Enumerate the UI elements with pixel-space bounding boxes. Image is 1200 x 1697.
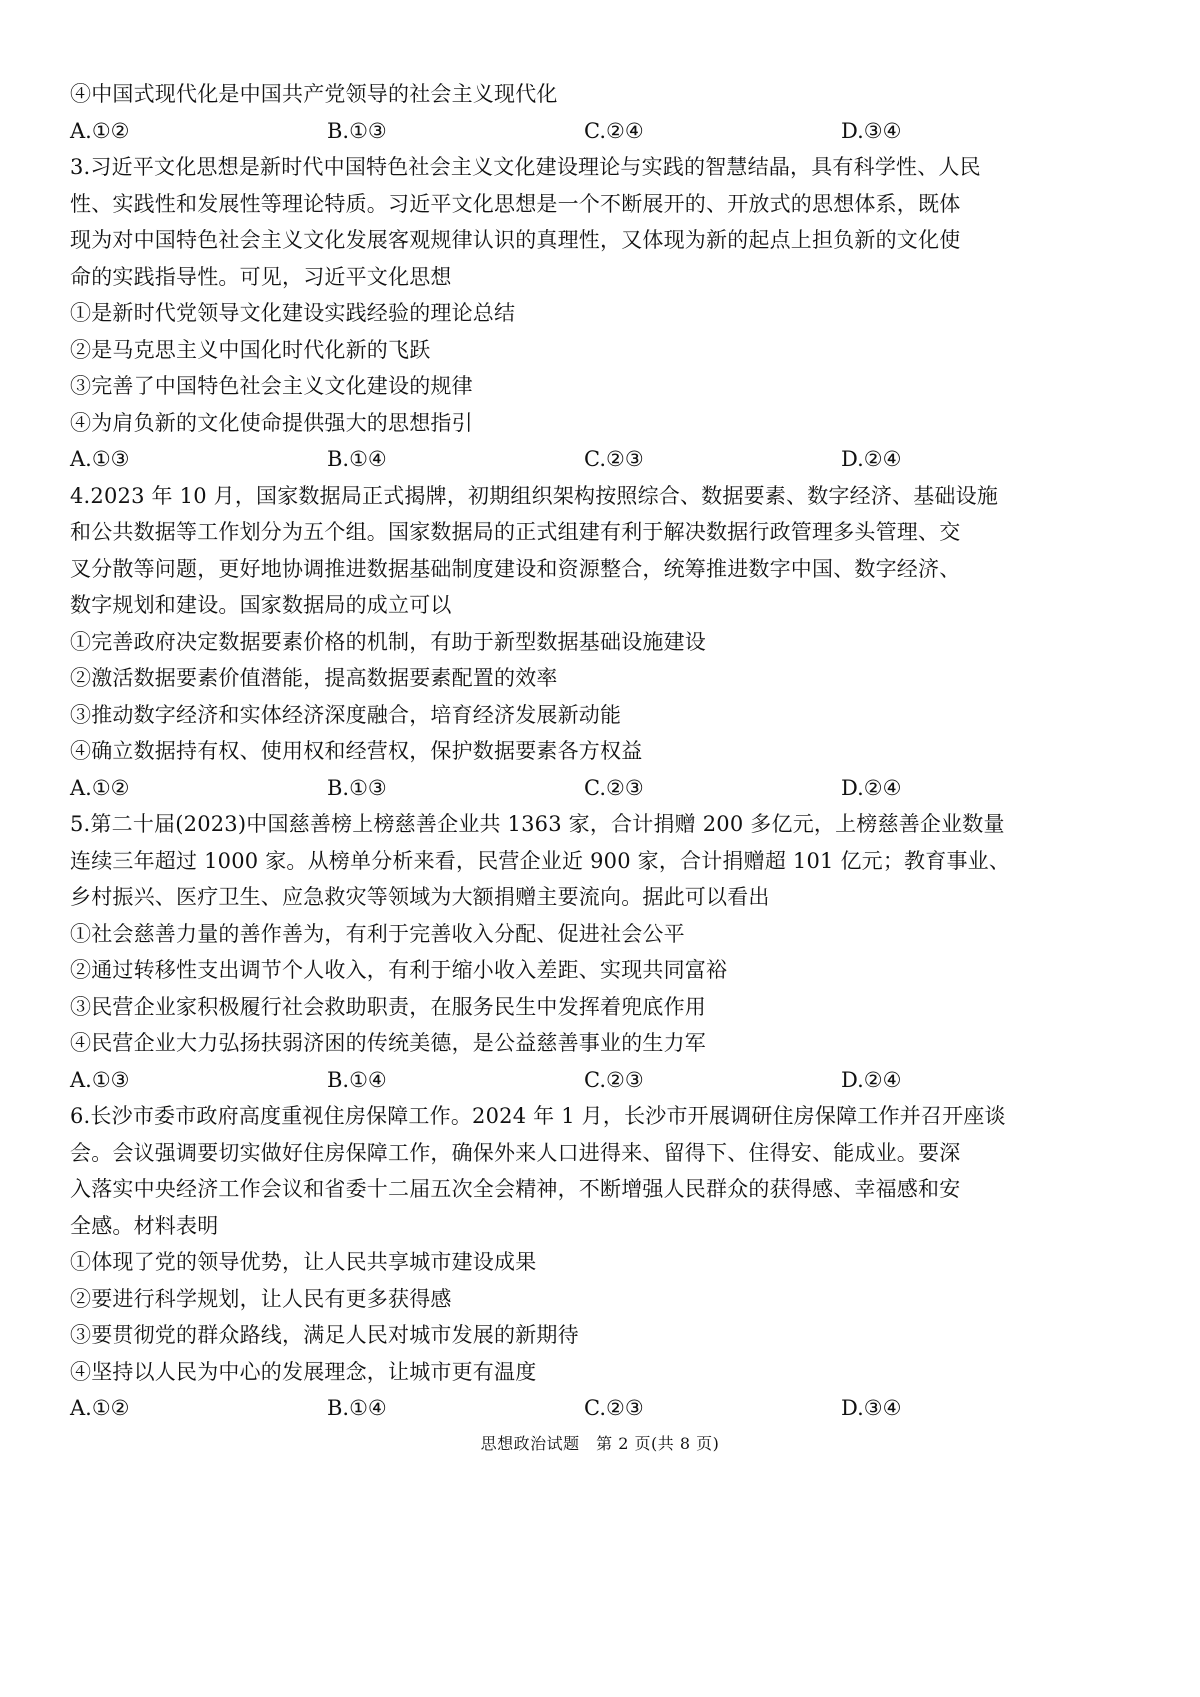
choice-b: B.①④ [327,1396,387,1420]
choice-d: D.③④ [841,1396,902,1420]
choice-c: C.②③ [584,1067,644,1092]
q4-option-1: ①完善政府决定数据要素价格的机制，有助于新型数据基础设施建设 [70,629,706,654]
stem-line: 3.习近平文化思想是新时代中国特色社会主义文化建设理论与实践的智慧结晶，具有科学性、人民 [70,155,981,179]
q5-option-3: ③民营企业家积极履行社会救助职责，在服务民生中发挥着兜底作用 [70,994,706,1019]
q4-choices [70,770,1145,807]
question-5-stem [70,806,1145,916]
q5-choices [70,1062,1145,1099]
q3-option-3: ③完善了中国特色社会主义文化建设的规律 [70,374,473,398]
choice-c: C.②③ [584,1396,644,1420]
prev-choices [70,113,1145,150]
choice-b: B.①③ [327,775,387,800]
stem-line: 现为对中国特色社会主义文化发展客观规律认识的真理性，又体现为新的起点上担负新的文化使 [70,228,961,252]
stem-line: 和公共数据等工作划分为五个组。国家数据局的正式组建有利于解决数据行政管理多头管理、交 [70,520,961,544]
choice-d: D.②④ [841,1067,902,1092]
stem-line: 全感。材料表明 [70,1213,219,1238]
q3-option-2: ②是马克思主义中国化时代化新的飞跃 [70,337,431,362]
choice-c: C.②④ [584,118,644,143]
stem-line: 性、实践性和发展性等理论特质。习近平文化思想是一个不断展开的、开放式的思想体系，既体 [70,191,961,216]
choice-a: A.①③ [70,1067,130,1092]
page-footer: 思想政治试题 第 2 页(共 8 页) [480,1434,720,1453]
choice-c: C.②③ [584,775,644,800]
q3-option-1: ①是新时代党领导文化建设实践经验的理论总结 [70,301,516,325]
stem-line: 命的实践指导性。可见，习近平文化思想 [70,264,452,289]
q4-option-2: ②激活数据要素价值潜能，提高数据要素配置的效率 [70,666,558,690]
q5-option-1: ①社会慈善力量的善作善为，有利于完善收入分配、促进社会公平 [70,921,685,946]
choice-a: A.①② [70,775,130,800]
prev-option-4: ④中国式现代化是中国共产党领导的社会主义现代化 [70,82,558,106]
q4-option-4: ④确立数据持有权、使用权和经营权，保护数据要素各方权益 [70,739,643,763]
q6-choices [70,1390,1145,1427]
q3-choices [70,441,1145,478]
stem-line: 入落实中央经济工作会议和省委十二届五次全会精神，不断增强人民群众的获得感、幸福感和安 [70,1177,961,1201]
choice-a: A.①② [70,118,130,143]
choice-a: A.①② [70,1396,130,1420]
q6-option-2: ②要进行科学规划，让人民有更多获得感 [70,1286,452,1311]
choice-d: D.②④ [841,775,902,800]
stem-line: 4.2023 年 10 月，国家数据局正式揭牌，初期组织架构按照综合、数据要素、数字经济、基础设施 [70,483,999,508]
choice-b: B.①④ [327,1067,387,1092]
question-3-stem [70,149,1145,295]
stem-line: 叉分散等问题，更好地协调推进数据基础制度建设和资源整合，统筹推进数字中国、数字经济、 [70,556,961,581]
q4-option-3: ③推动数字经济和实体经济深度融合，培育经济发展新动能 [70,702,622,727]
q6-option-1: ①体现了党的领导优势，让人民共享城市建设成果 [70,1250,537,1274]
q5-option-2: ②通过转移性支出调节个人收入，有利于缩小收入差距、实现共同富裕 [70,958,728,982]
page-content [70,76,1145,1427]
choice-b: B.①④ [327,447,387,471]
question-4-stem [70,478,1145,624]
stem-line: 连续三年超过 1000 家。从榜单分析来看，民营企业近 900 家，合计捐赠超 101 亿元；教育事业、 [70,848,1011,873]
stem-line: 乡村振兴、医疗卫生、应急救灾等领域为大额捐赠主要流向。据此可以看出 [70,885,770,909]
stem-line: 6.长沙市委市政府高度重视住房保障工作。2024 年 1 月，长沙市开展调研住房保障工作并召开座谈 [70,1104,1006,1128]
q6-option-4: ④坚持以人民为中心的发展理念，让城市更有温度 [70,1359,537,1384]
q3-option-4: ④为肩负新的文化使命提供强大的思想指引 [70,410,473,435]
choice-b: B.①③ [327,118,387,143]
choice-d: D.③④ [841,118,902,143]
q5-option-4: ④民营企业大力弘扬扶弱济困的传统美德，是公益慈善事业的生力军 [70,1031,706,1055]
question-6-stem [70,1098,1145,1244]
q6-option-3: ③要贯彻党的群众路线，满足人民对城市发展的新期待 [70,1323,579,1347]
choice-d: D.②④ [841,447,902,471]
stem-line: 数字规划和建设。国家数据局的成立可以 [70,593,452,617]
stem-line: 5.第二十届(2023)中国慈善榜上榜慈善企业共 1363 家，合计捐赠 200 多亿元，上榜慈善企业数量 [70,812,1005,836]
choice-a: A.①③ [70,447,130,471]
choice-c: C.②③ [584,447,644,471]
stem-line: 会。会议强调要切实做好住房保障工作，确保外来人口进得来、留得下、住得安、能成业。要深 [70,1140,961,1165]
